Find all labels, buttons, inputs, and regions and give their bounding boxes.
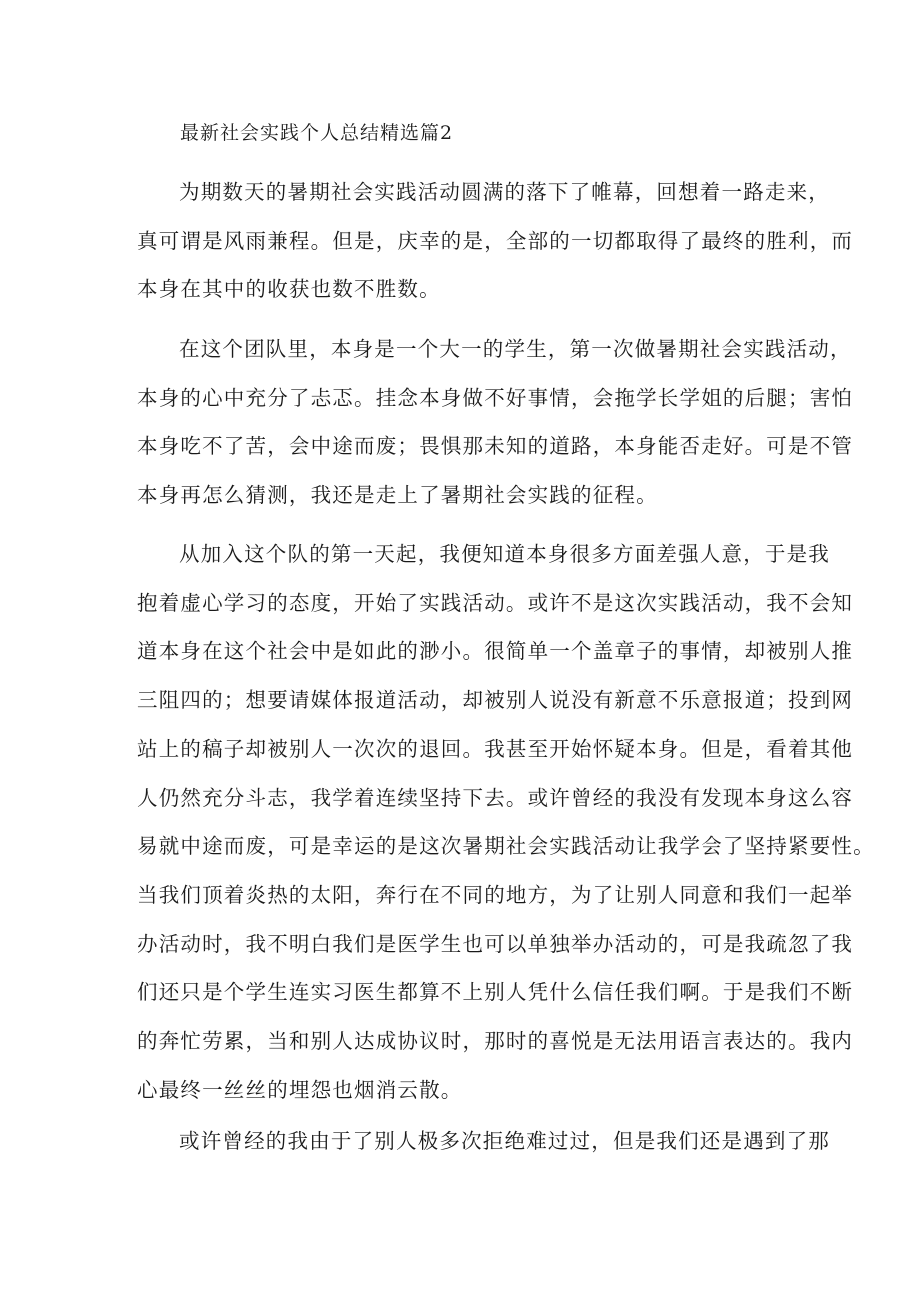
text-line: 办活动时，我不明白我们是医学生也可以单独举办活动的，可是我疏忽了我: [137, 931, 854, 956]
text-line: 人仍然充分斗志，我学着连续坚持下去。或许曾经的我没有发现本身这么容: [137, 785, 854, 810]
text-line: 的奔忙劳累，当和别人达成协议时，那时的喜悦是无法用语言表达的。我内: [137, 1029, 854, 1054]
paragraph-2: [137, 325, 854, 520]
text-line: 道本身在这个社会中是如此的渺小。很简单一个盖章子的事情，却被别人推: [137, 639, 854, 664]
text-line: 抱着虚心学习的态度，开始了实践活动。或许不是这次实践活动，我不会知: [137, 590, 854, 615]
text-line: 站上的稿子却被别人一次次的退回。我甚至开始怀疑本身。但是，看着其他: [137, 736, 854, 761]
text-line: 心最终一丝丝的埋怨也烟消云散。: [137, 1077, 463, 1102]
text-line: 在这个团队里，本身是一个大一的学生，第一次做暑期社会实践活动，: [179, 337, 852, 361]
text-line: 当我们顶着炎热的太阳，奔行在不同的地方，为了让别人同意和我们一起举: [137, 882, 854, 907]
text-line: 本身在其中的收获也数不胜数。: [137, 277, 441, 302]
text-line: 或许曾经的我由于了别人极多次拒绝难过过，但是我们还是遇到了那: [179, 1129, 830, 1153]
text-line: 本身的心中充分了忐忑。挂念本身做不好事情，会拖学长学姐的后腿；害怕: [137, 385, 854, 410]
text-line: 本身再怎么猜测，我还是走上了暑期社会实践的征程。: [137, 483, 658, 508]
text-line: 从加入这个队的第一天起，我便知道本身很多方面差强人意，于是我: [179, 542, 830, 566]
text-line: 真可谓是风雨兼程。但是，庆幸的是，全部的一切都取得了最终的胜利，而: [137, 228, 854, 253]
text-line: 为期数天的暑期社会实践活动圆满的落下了帷幕，回想着一路走来，: [179, 180, 830, 204]
text-line: 们还只是个学生连实习医生都算不上别人凭什么信任我们啊。于是我们不断: [137, 980, 854, 1005]
paragraph-4: [137, 1117, 830, 1166]
paragraph-3: [137, 530, 875, 1114]
text-line: 本身吃不了苦，会中途而废；畏惧那未知的道路，本身能否走好。可是不管: [137, 434, 854, 459]
text-line: 易就中途而废，可是幸运的是这次暑期社会实践活动让我学会了坚持紧要性。: [137, 834, 875, 859]
text-line: 三阻四的；想要请媒体报道活动，却被别人说没有新意不乐意报道；投到网: [137, 688, 854, 713]
paragraph-1: [137, 168, 854, 314]
document-title: 最新社会实践个人总结精选篇2: [180, 122, 454, 144]
